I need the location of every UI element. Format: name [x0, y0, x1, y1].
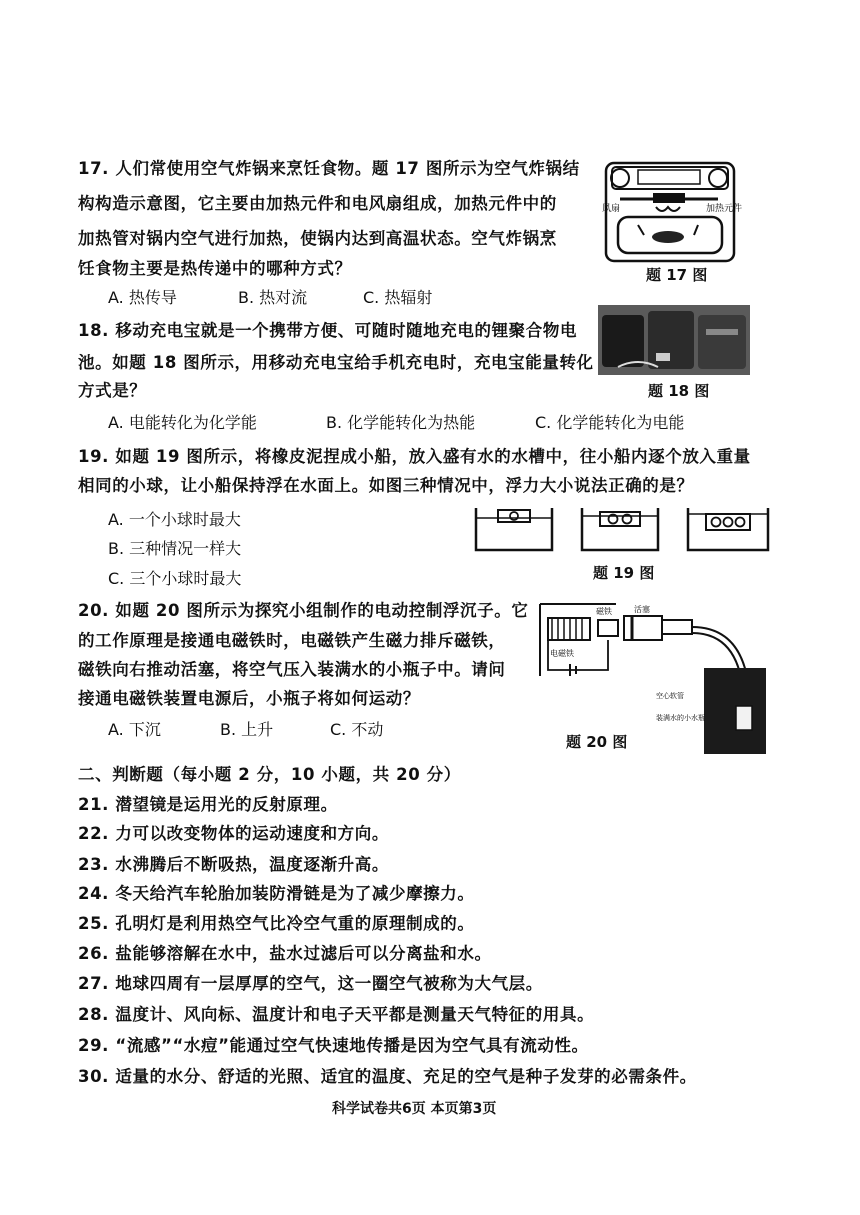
q17-option-a: A. 热传导 — [108, 288, 177, 307]
piston-label: 活塞 — [634, 605, 650, 614]
q17-line: 饪食物主要是热传递中的哪种方式？ — [78, 259, 352, 278]
water-tank-diagrams — [474, 502, 774, 554]
judgement-item: 30. 适量的水分、舒适的光照、适宜的温度、充足的空气是种子发芽的必需条件。 — [78, 1067, 697, 1086]
q17-option-c: C. 热辐射 — [363, 288, 433, 307]
judgement-item: 22. 力可以改变物体的运动速度和方向。 — [78, 824, 389, 843]
power-bank-photo — [598, 305, 750, 375]
q18-caption: 题 18 图 — [648, 382, 710, 400]
q20-line: 磁铁向右推动活塞，将空气压入装满水的小瓶子中。请问 — [78, 660, 506, 679]
q19-line: 19. 如题 19 图所示，将橡皮泥捏成小船，放入盛有水的水槽中，往小船内逐个放入重量 — [78, 447, 751, 466]
q18-option-a: A. 电能转化为化学能 — [108, 413, 257, 432]
q19-line: 相同的小球，让小船保持浮在水面上。如图三种情况中，浮力大小说法正确的是？ — [78, 476, 694, 495]
air-fryer-diagram — [598, 155, 748, 263]
page-footer: 科学试卷共6页 本页第3页 — [332, 1101, 497, 1117]
heater-label: 加热元件 — [706, 204, 743, 214]
judgement-item: 28. 温度计、风向标、温度计和电子天平都是测量天气特征的用具。 — [78, 1005, 595, 1024]
judgement-item: 25. 孔明灯是利用热空气比冷空气重的原理制成的。 — [78, 914, 475, 933]
q20-line: 的工作原理是接通电磁铁时，电磁铁产生磁力排斥磁铁， — [78, 631, 506, 650]
q20-option-c: C. 不动 — [330, 720, 384, 739]
q20-option-a: A. 下沉 — [108, 720, 161, 739]
judgement-item: 24. 冬天给汽车轮胎加装防滑链是为了减少摩擦力。 — [78, 884, 475, 903]
tank-two-balls — [582, 508, 658, 550]
q19-option-c: C. 三个小球时最大 — [108, 569, 242, 588]
tank-one-ball — [476, 508, 552, 550]
q20-line: 20. 如题 20 图所示为探究小组制作的电动控制浮沉子。它 — [78, 601, 529, 620]
judgement-item: 29. “流感”“水痘”能通过空气快速地传播是因为空气具有流动性。 — [78, 1036, 589, 1055]
section-heading: 二、判断题（每小题 2 分，10 小题，共 20 分） — [78, 765, 461, 784]
q19-option-b: B. 三种情况一样大 — [108, 539, 242, 558]
q18-option-b: B. 化学能转化为热能 — [326, 413, 476, 432]
q17-line: 加热管对锅内空气进行加热，使锅内达到高温状态。空气炸锅烹 — [78, 229, 557, 248]
judgement-item: 27. 地球四周有一层厚厚的空气，这一圈空气被称为大气层。 — [78, 974, 543, 993]
q19-caption: 题 19 图 — [593, 564, 655, 582]
q18-line: 18. 移动充电宝就是一个携带方便、可随时随地充电的锂聚合物电 — [78, 321, 578, 340]
q18-option-c: C. 化学能转化为电能 — [535, 413, 685, 432]
q18-line: 池。如题 18 图所示，用移动充电宝给手机充电时，充电宝能量转化 — [78, 353, 594, 372]
q17-caption: 题 17 图 — [646, 266, 708, 284]
magnet-label: 磁铁 — [596, 607, 612, 616]
q20-line: 接通电磁铁装置电源后，小瓶子将如何运动？ — [78, 689, 420, 708]
q19-option-a: A. 一个小球时最大 — [108, 510, 241, 529]
judgement-item: 26. 盐能够溶解在水中，盐水过滤后可以分离盐和水。 — [78, 944, 492, 963]
q17-option-b: B. 热对流 — [238, 288, 308, 307]
q20-option-b: B. 上升 — [220, 720, 274, 739]
q17-line: 17. 人们常使用空气炸锅来烹饪食物。题 17 图所示为空气炸锅结 — [78, 159, 580, 178]
tube-label: 空心软管 — [656, 692, 684, 700]
bottle-label: 装满水的小水瓶 — [656, 714, 705, 722]
judgement-item: 21. 潜望镜是运用光的反射原理。 — [78, 795, 338, 814]
q20-caption: 题 20 图 — [566, 733, 628, 751]
fan-label: 风扇 — [602, 204, 621, 214]
electromagnet-label: 电磁铁 — [550, 649, 574, 658]
judgement-item: 23. 水沸腾后不断吸热，温度逐渐升高。 — [78, 855, 389, 874]
q17-line: 构构造示意图，它主要由加热元件和电风扇组成，加热元件中的 — [78, 194, 557, 213]
tank-three-balls — [688, 508, 768, 550]
q18-line: 方式是？ — [78, 381, 147, 400]
